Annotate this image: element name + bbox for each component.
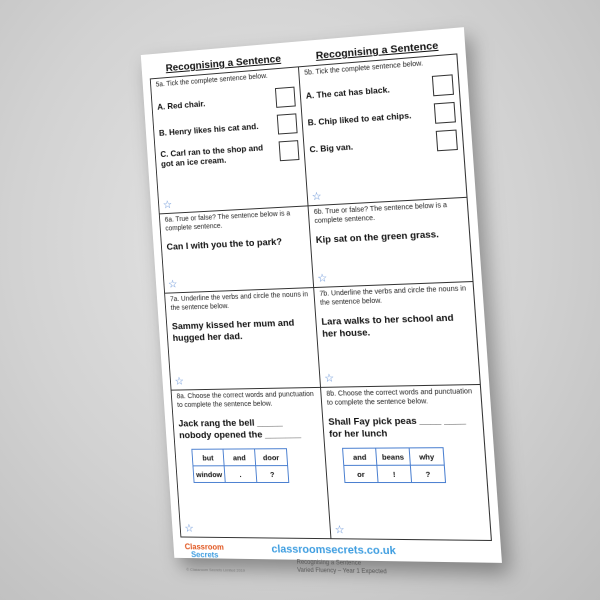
star-icon: ☆ (184, 522, 195, 535)
star-icon: ☆ (334, 524, 346, 537)
word-bank-cell[interactable]: and (343, 448, 377, 465)
worksheet-page (141, 27, 502, 576)
question-prompt: 6a. True or false? The sentence below is a complete sentence. (164, 210, 291, 233)
star-icon: ☆ (317, 272, 328, 285)
question-sentence: Can I with you the to park? (166, 236, 283, 253)
word-bank-cell[interactable]: and (223, 449, 256, 466)
option-c: C. Big van. (309, 141, 354, 154)
page-title-left: Recognising a Sentence (165, 52, 282, 75)
website-url[interactable]: classroomsecrets.co.uk (271, 543, 397, 558)
question-7a (165, 288, 321, 391)
question-sentence: Kip sat on the green grass. (315, 228, 440, 246)
question-grid (150, 53, 492, 541)
question-prompt: 5a. Tick the complete sentence below. (155, 72, 268, 89)
word-bank-cell[interactable]: beans (376, 448, 411, 465)
question-sentence: Sammy kissed her mum and hugged her dad. (171, 317, 295, 345)
word-bank-cell[interactable]: ? (410, 465, 445, 482)
word-bank (342, 447, 446, 483)
word-bank-cell[interactable]: ? (256, 466, 289, 483)
copyright-text: © Classroom Secrets Limited 2019 (186, 566, 246, 573)
tick-box[interactable] (279, 140, 300, 161)
question-sentence: Shall Fay pick peas ____ ____ for her lunch (327, 414, 467, 441)
option-b: B. Henry likes his cat and. (158, 120, 259, 138)
page-footer (180, 537, 495, 592)
word-bank-cell[interactable]: . (224, 466, 257, 483)
tick-box[interactable] (275, 86, 296, 107)
classroom-secrets-logo (185, 543, 225, 559)
question-prompt: 8b. Choose the correct words and punctuation to complete the sentence below. (326, 388, 473, 407)
tick-box[interactable] (432, 74, 454, 96)
option-c: C. Carl ran to the shop and got an ice cream. (160, 142, 264, 169)
word-bank-cell[interactable]: ! (377, 465, 412, 482)
word-bank-cell[interactable]: but (192, 449, 224, 466)
logo-text-top: Classroom (184, 542, 225, 552)
star-icon: ☆ (323, 372, 335, 385)
footer-level: Varied Fluency – Year 1 Expected (297, 567, 387, 576)
word-bank-cell[interactable]: door (255, 449, 288, 466)
question-7b (314, 282, 480, 388)
star-icon: ☆ (167, 278, 178, 291)
question-6a (160, 206, 314, 293)
footer-topic: Recognising a Sentence (296, 559, 362, 567)
question-8a (172, 388, 332, 538)
tick-box[interactable] (434, 102, 456, 124)
tick-box[interactable] (436, 129, 458, 151)
question-sentence: Lara walks to her school and her house. (321, 312, 454, 341)
question-prompt: 8a. Choose the correct words and punctuation to complete the sentence below. (176, 391, 315, 409)
question-sentence: Jack rang the bell _____ nobody opened the _______ (178, 416, 302, 442)
word-bank-cell[interactable]: why (409, 448, 444, 466)
question-5b (299, 55, 467, 207)
question-prompt: 7a. Underline the verbs and circle the nouns in the sentence below. (169, 291, 309, 312)
word-bank-cell[interactable]: or (344, 465, 378, 482)
option-b: B. Chip liked to eat chips. (307, 109, 412, 128)
question-prompt: 7b. Underline the verbs and circle the nouns in the sentence below. (319, 285, 467, 307)
question-5a (151, 67, 309, 214)
page-title-right: Recognising a Sentence (315, 39, 439, 62)
question-prompt: 6b. True or false? The sentence below is a complete sentence. (313, 201, 448, 225)
option-a: A. Red chair. (156, 98, 206, 112)
star-icon: ☆ (311, 190, 323, 204)
question-6b (309, 198, 473, 288)
question-8b (321, 385, 491, 540)
word-bank-cell[interactable]: window (193, 466, 225, 483)
tick-box[interactable] (277, 113, 298, 134)
star-icon: ☆ (162, 199, 173, 212)
option-a: A. The cat has black. (305, 83, 391, 101)
star-icon: ☆ (174, 375, 185, 388)
question-prompt: 5b. Tick the complete sentence below. (304, 60, 424, 77)
logo-text-bottom: Secrets (190, 550, 219, 560)
word-bank (191, 448, 289, 483)
